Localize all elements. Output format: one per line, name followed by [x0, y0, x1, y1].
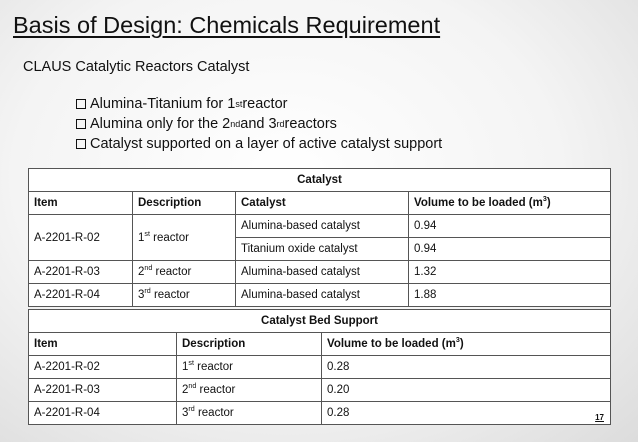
table-row	[29, 356, 611, 379]
column-header-item: Item	[29, 192, 133, 215]
volume-cell: 0.20	[322, 379, 611, 402]
catalyst-cell: Alumina-based catalyst	[236, 261, 409, 284]
checkbox-bullet-icon	[76, 119, 86, 129]
volume-cell: 0.28	[322, 402, 611, 425]
item-cell: A-2201-R-02	[29, 356, 177, 379]
description-cell: 2nd reactor	[177, 379, 322, 402]
description-cell: 2nd reactor	[133, 261, 236, 284]
table-row	[29, 261, 611, 284]
description-cell: 3rd reactor	[133, 284, 236, 307]
bullet-text: reactor	[242, 96, 288, 112]
table-row	[29, 215, 611, 238]
bullet-text: Alumina only for the 2	[90, 116, 231, 132]
column-header-volume: Volume to be loaded $(m^3)$	[322, 333, 611, 356]
bullet-item	[76, 134, 442, 154]
checkbox-bullet-icon	[76, 99, 86, 109]
catalyst-table	[28, 168, 611, 307]
catalyst-bed-support-table	[28, 309, 611, 425]
catalyst-cell: Alumina-based catalyst	[236, 284, 409, 307]
checkbox-bullet-icon	[76, 139, 86, 149]
column-header-description: Description	[177, 333, 322, 356]
column-header-description: Description	[133, 192, 236, 215]
slide-title: Basis of Design: Chemicals Requirement	[13, 12, 441, 38]
table-row	[29, 379, 611, 402]
description-cell: 1st reactor	[177, 356, 322, 379]
table-header-row	[29, 192, 611, 215]
table-header-row	[29, 333, 611, 356]
bullet-text: and 3	[240, 116, 277, 132]
bullet-text: Alumina-Titanium for 1	[90, 96, 236, 112]
bullet-item: Alumina-Titanium for 1 st reactor	[76, 94, 442, 114]
item-cell: A-2201-R-02	[29, 215, 133, 261]
volume-cell: 1.32	[409, 261, 611, 284]
catalyst-cell: Titanium oxide catalyst	[236, 238, 409, 261]
bullet-text: Catalyst supported on a layer of active catalyst support	[90, 136, 443, 152]
volume-cell: 0.28	[322, 356, 611, 379]
volume-cell: 1.88	[409, 284, 611, 307]
item-cell: A-2201-R-04	[29, 284, 133, 307]
volume-cell: 0.94	[409, 238, 611, 261]
item-cell: A-2201-R-04	[29, 402, 177, 425]
bullet-text: reactors	[284, 116, 337, 132]
table-caption: Catalyst	[29, 169, 611, 192]
description-cell: 1st reactor	[133, 215, 236, 261]
item-cell: A-2201-R-03	[29, 379, 177, 402]
volume-cell: 0.94	[409, 215, 611, 238]
slide-subtitle: CLAUS Catalytic Reactors Catalyst	[23, 59, 250, 75]
bullet-item: Alumina only for the 2 nd and 3 rd reactors	[76, 114, 442, 134]
column-header-catalyst: Catalyst	[236, 192, 409, 215]
item-cell: A-2201-R-03	[29, 261, 133, 284]
table-row	[29, 402, 611, 425]
page-number: 17	[595, 413, 604, 422]
column-header-volume: Volume to be loaded $(m^3)$	[409, 192, 611, 215]
table-row	[29, 284, 611, 307]
column-header-item: Item	[29, 333, 177, 356]
bullet-list	[76, 94, 442, 154]
catalyst-cell: Alumina-based catalyst	[236, 215, 409, 238]
description-cell: 3rd reactor	[177, 402, 322, 425]
table-caption: Catalyst Bed Support	[29, 310, 611, 333]
